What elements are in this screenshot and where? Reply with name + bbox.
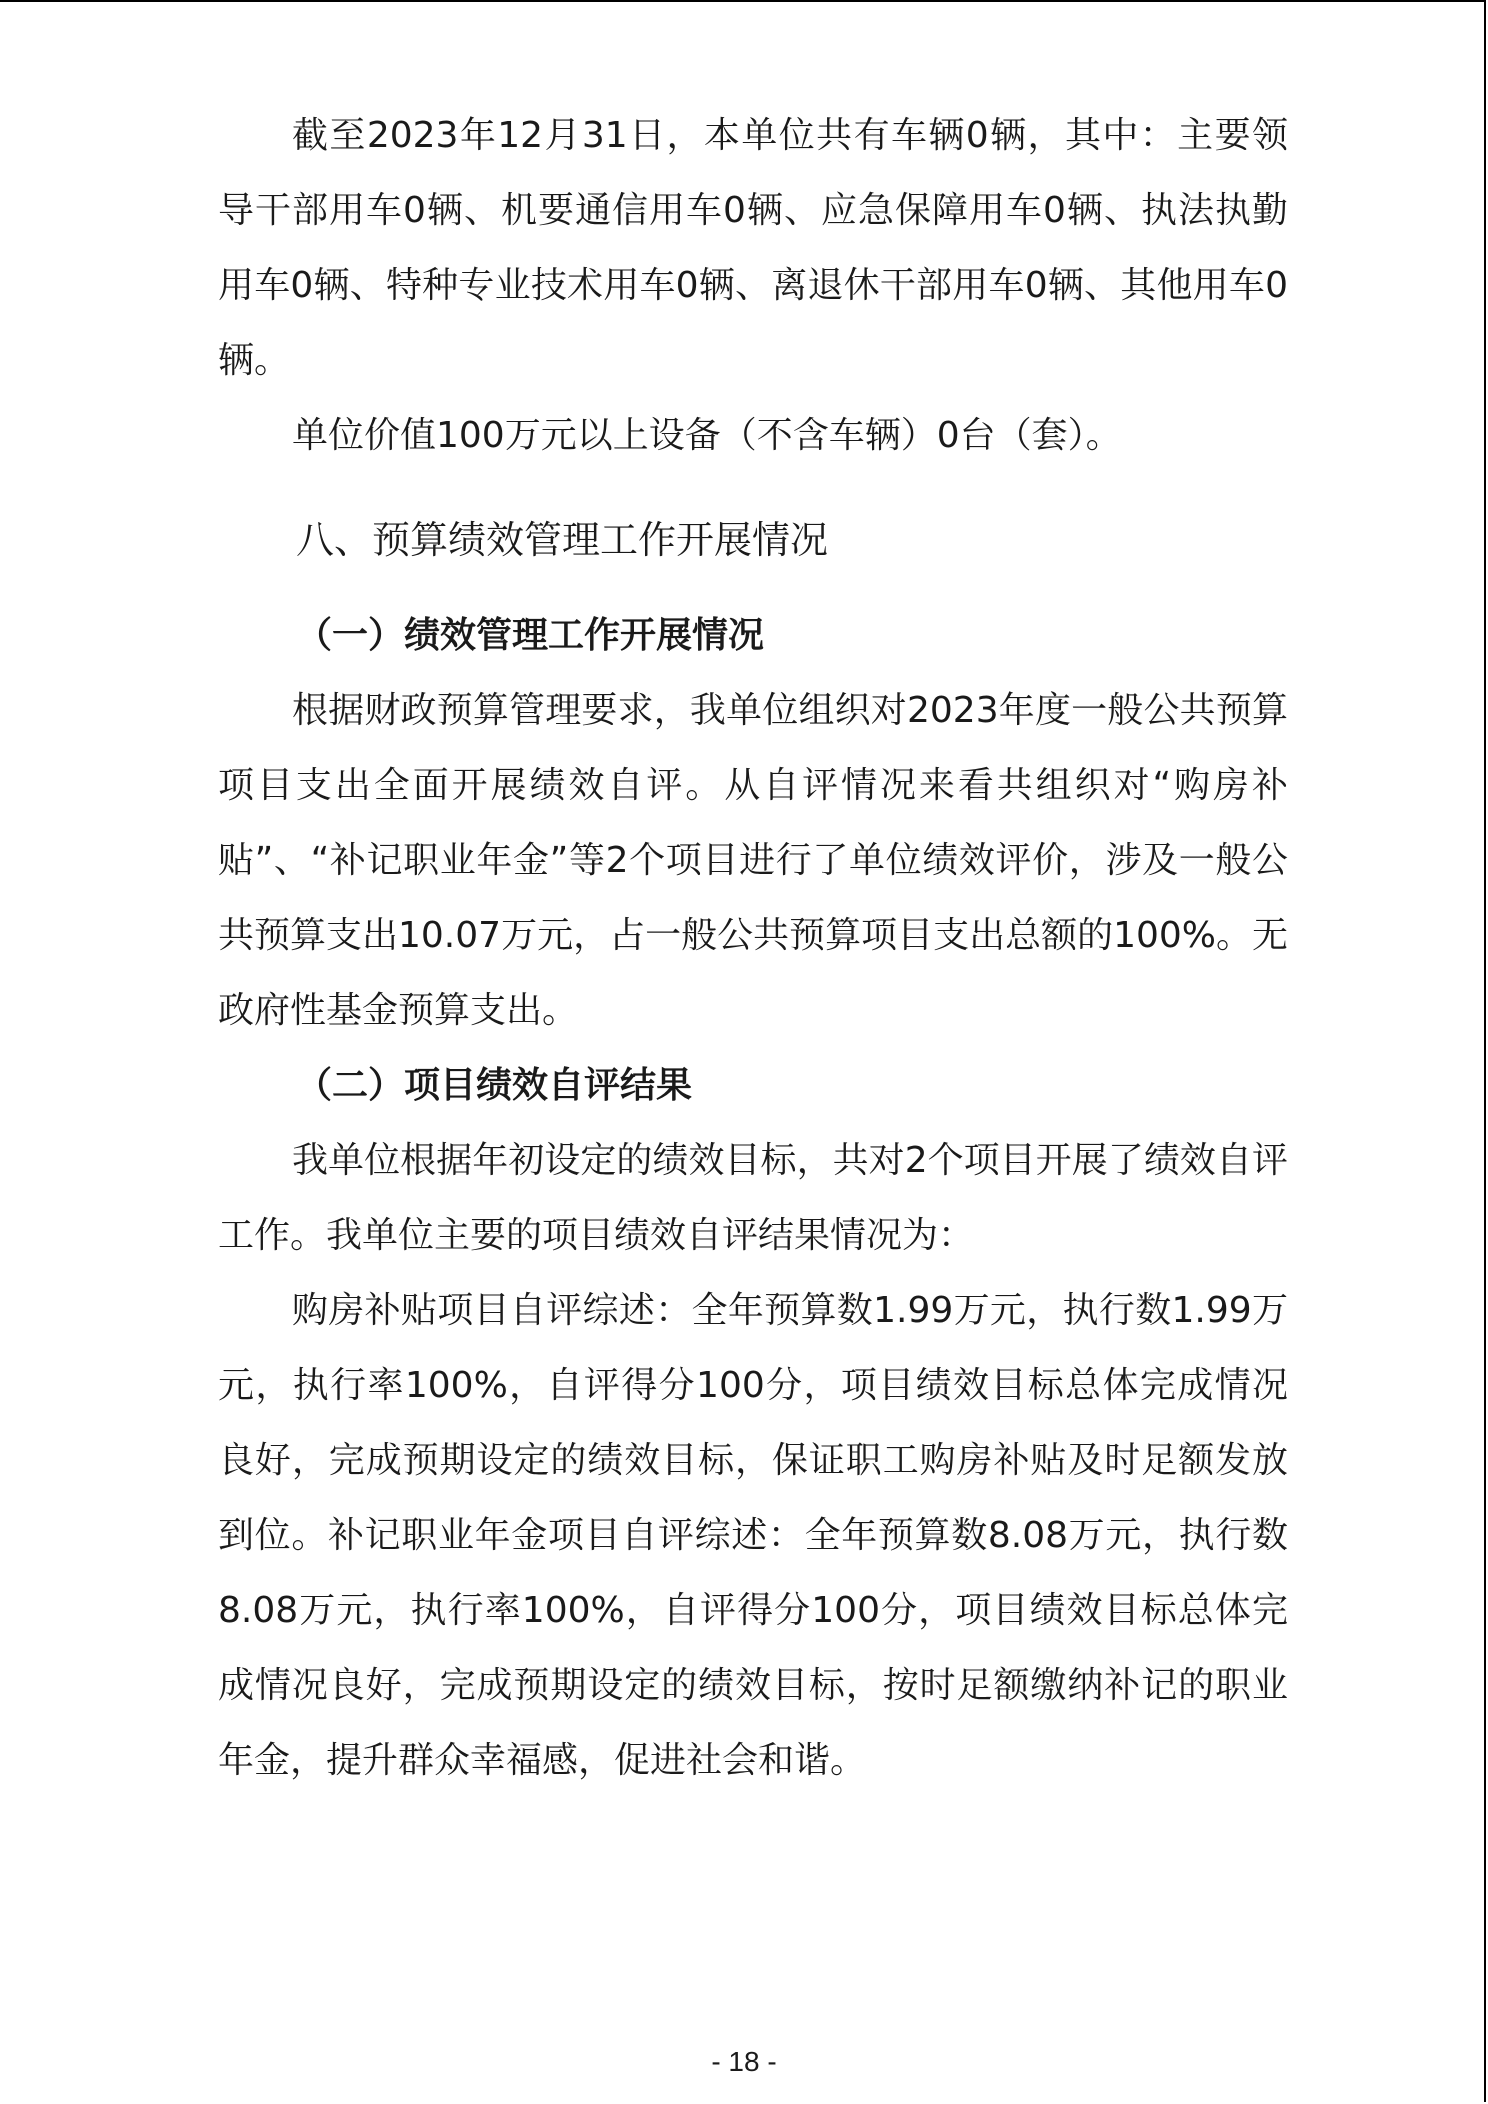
page-content	[218, 98, 1288, 1798]
equipment-paragraph: 单位价值100万元以上设备（不含车辆）0台（套）。	[292, 415, 1122, 456]
subsection-1-heading: （一）绩效管理工作开展情况	[296, 615, 765, 656]
page-number: - 18 -	[711, 2046, 777, 2077]
subsection-1-paragraph: 根据财政预算管理要求，我单位组织对2023年度一般公共预算项目支出全面开展绩效自评。从自评情况来看共组织对“购房补贴”、“补记职业年金”等2个项目进行了单位绩效评价，涉及一般公共预算支出10.07万元，占一般公共预算项目支出总额的100%。无政府性基金预算支出。	[218, 690, 1288, 1031]
subsection-2-heading: （二）项目绩效自评结果	[296, 1065, 693, 1106]
subsection-2-paragraph-1: 我单位根据年初设定的绩效目标，共对2个项目开展了绩效自评工作。我单位主要的项目绩效自评结果情况为：	[218, 1140, 1288, 1256]
section-heading: 八、预算绩效管理工作开展情况	[296, 518, 829, 562]
subsection-2-paragraph-2: 购房补贴项目自评综述：全年预算数1.99万元，执行数1.99万元，执行率100%，自评得分100分，项目绩效目标总体完成情况良好，完成预期设定的绩效目标，保证职工购房补贴及时足额发放到位。补记职业年金项目自评综述：全年预算数8.08万元，执行数8.08万元，执行率100%，自评得分100分，项目绩效目标总体完成情况良好，完成预期设定的绩效目标，按时足额缴纳补记的职业年金，提升群众幸福感，促进社会和谐。	[218, 1290, 1288, 1781]
vehicle-paragraph: 截至2023年12月31日，本单位共有车辆0辆，其中：主要领导干部用车0辆、机要通信用车0辆、应急保障用车0辆、执法执勤用车0辆、特种专业技术用车0辆、离退休干部用车0辆、其他用车0辆。	[218, 115, 1288, 381]
